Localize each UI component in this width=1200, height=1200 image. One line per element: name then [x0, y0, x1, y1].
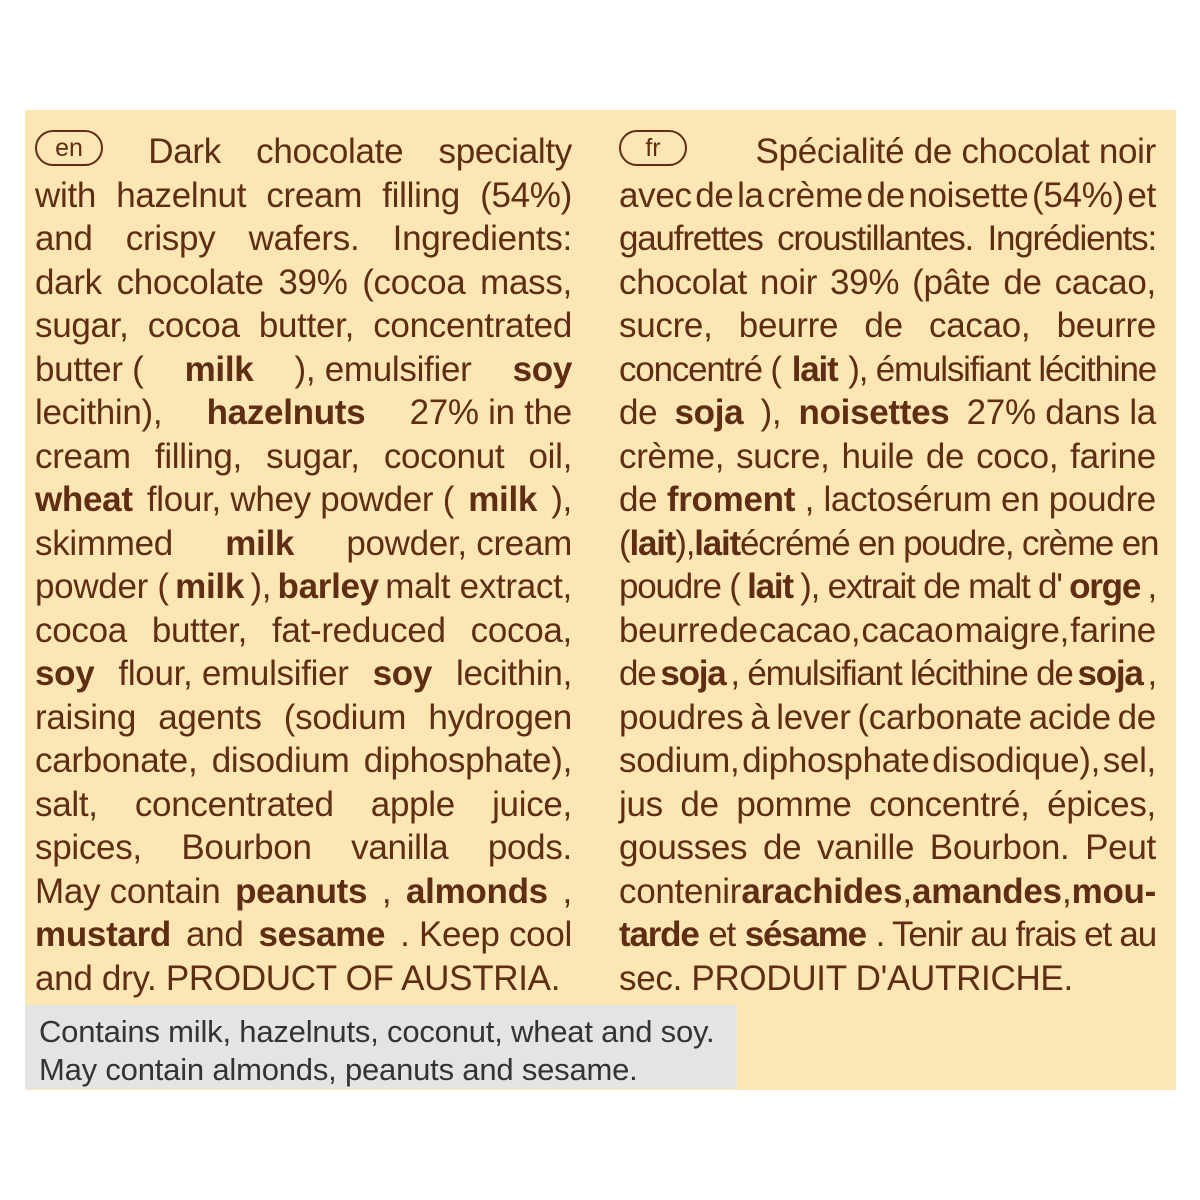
ingredient-line [619, 391, 1156, 435]
ingredient-text: flour, emulsifier [118, 654, 349, 693]
ingredient-text: , [1061, 871, 1072, 911]
ingredient-line [619, 261, 1156, 305]
ingredient-text: avec de la crème de noisette (54%) et [619, 175, 1156, 215]
allergen-bold-text: lait [747, 567, 793, 606]
ingredient-text: gousses de vanille Bourbon. Peut [619, 828, 1156, 867]
ingredient-text: ), [675, 523, 695, 563]
ingredient-text: . Tenir au frais et au [875, 915, 1156, 954]
ingredient-text: , [902, 871, 912, 911]
ingredient-line [619, 478, 1156, 522]
ingredient-text: sodium, diphosphate disodique), sel, [619, 741, 1156, 780]
allergen-bold-text: milk [225, 523, 295, 563]
allergen-bold-text: lait [694, 523, 741, 563]
ingredient-text: , lactosérum en poudre [804, 480, 1156, 519]
ingredient-text: powder ( [35, 567, 169, 606]
ingredient-text: ), [250, 567, 272, 606]
ingredient-line [619, 609, 1156, 653]
ingredient-line [619, 739, 1156, 783]
ingredient-text: Spécialité de chocolat noir [755, 132, 1156, 171]
language-badge: en [35, 130, 103, 166]
ingredient-text: , [1147, 567, 1156, 606]
ingredient-line [35, 130, 572, 174]
ingredient-text: sucre, beurre de cacao, beurre [619, 306, 1156, 345]
allergen-bold-text: lait [629, 523, 676, 563]
ingredient-text: , [381, 871, 392, 911]
ingredient-text: poudres à lever (carbonate acide de [619, 697, 1156, 737]
ingredient-text: , émulsifiant lécithine de [730, 654, 1073, 693]
ingredient-line [35, 783, 572, 827]
ingredients-panel [25, 110, 1176, 1090]
ingredient-text: de [619, 393, 658, 432]
allergen-bold-text: mou- [1071, 871, 1156, 911]
ingredient-text: specialty [438, 132, 572, 171]
ingredient-line [35, 435, 572, 479]
allergen-bold-text: lait [791, 349, 838, 389]
ingredient-text: de [619, 480, 658, 519]
allergen-bold-text: barley [277, 567, 379, 606]
ingredient-line [619, 913, 1156, 957]
ingredient-line [35, 174, 572, 218]
ingredient-line [619, 130, 1156, 174]
allergen-bold-text: almonds [406, 871, 548, 911]
ingredient-text: concentré ( [619, 349, 781, 389]
ingredient-text: ), extrait de malt d' [800, 567, 1062, 606]
ingredient-line [35, 304, 572, 348]
allergen-bold-text: amandes [912, 871, 1062, 911]
english-ingredients-column [35, 130, 572, 1000]
ingredient-text: malt extract, [385, 567, 572, 606]
french-ingredients-column [619, 130, 1159, 1000]
ingredient-text: crème, sucre, huile de coco, farine [619, 436, 1156, 476]
ingredient-text: raising agents (sodium hydrogen [35, 697, 572, 737]
ingredient-text: cream filling, sugar, coconut oil, [35, 436, 572, 476]
ingredient-line [619, 565, 1156, 609]
language-badge: fr [619, 130, 687, 166]
ingredient-text: beurre de cacao, cacao maigre, farine [619, 610, 1156, 650]
ingredient-text: salt, concentrated apple juice, [35, 784, 572, 824]
ingredient-line [35, 261, 572, 305]
ingredient-text: cocoa butter, fat-reduced cocoa, [35, 610, 572, 650]
allergen-bold-text: soja [674, 393, 744, 432]
ingredient-line [35, 391, 572, 435]
ingredient-text: ), [551, 480, 572, 519]
ingredient-text: chocolat noir 39% (pâte de cacao, [619, 262, 1156, 302]
allergen-bold-text: peanuts [235, 871, 368, 911]
ingredient-text: skimmed [35, 523, 173, 563]
ingredient-text: ), [760, 393, 782, 432]
allergen-bold-text: soja [1077, 654, 1143, 693]
ingredient-text: Dark [148, 132, 221, 171]
ingredient-text: . Keep cool [400, 915, 572, 954]
ingredient-line [35, 609, 572, 653]
ingredient-text: and crispy wafers. Ingredients: [35, 219, 572, 258]
ingredient-line [619, 652, 1156, 696]
allergen-bold-text: orge [1069, 567, 1141, 606]
allergen-bold-text: tarde [619, 915, 699, 954]
ingredient-text: 27% dans la [966, 393, 1156, 432]
ingredient-text: lecithin), [35, 393, 163, 432]
ingredient-text: butter ( [35, 349, 144, 389]
allergen-bold-text: soy [512, 349, 572, 389]
allergen-bold-text: froment [666, 480, 796, 519]
ingredient-line [619, 957, 1156, 1001]
ingredient-text: ), emulsifier [294, 349, 472, 389]
ingredient-text: jus de pomme concentré, épices, [619, 784, 1156, 824]
ingredient-text: écrémé en poudre, crème en [740, 523, 1159, 563]
ingredient-line [35, 217, 572, 261]
ingredient-line [35, 739, 572, 783]
ingredient-line [35, 348, 572, 392]
allergen-bold-text: mustard [35, 915, 171, 954]
allergen-may-contain-line: May contain almonds, peanuts and sesame. [39, 1052, 638, 1087]
ingredient-text: sugar, cocoa butter, concentrated [35, 306, 572, 345]
ingredient-text: lecithin, [456, 654, 572, 693]
ingredient-line [35, 522, 572, 566]
ingredient-line [619, 826, 1156, 870]
allergen-bold-text: soy [35, 654, 95, 693]
ingredient-text: gaufrettes croustillantes. Ingrédients: [619, 219, 1156, 258]
ingredient-line [619, 783, 1156, 827]
ingredient-line [619, 348, 1156, 392]
ingredient-line [35, 565, 572, 609]
ingredient-text: sec. PRODUIT D'AUTRICHE. [619, 958, 1073, 998]
ingredient-text: spices, Bourbon vanilla pods. [35, 828, 572, 867]
ingredient-line [619, 217, 1156, 261]
ingredient-line [35, 826, 572, 870]
ingredient-line [35, 478, 572, 522]
allergen-bold-text: soy [372, 654, 433, 693]
ingredient-text: et [708, 915, 736, 954]
allergen-bold-text: milk [468, 480, 538, 519]
ingredient-text: carbonate, disodium diphosphate), [35, 741, 572, 780]
allergen-bold-text: wheat [35, 480, 133, 519]
ingredient-text: flour, whey powder ( [146, 480, 455, 519]
ingredient-text: ( [619, 523, 630, 563]
ingredient-text: , [1147, 654, 1156, 693]
ingredient-text: de [619, 654, 656, 693]
ingredient-line [619, 304, 1156, 348]
ingredient-line [35, 913, 572, 957]
allergen-bold-text: soja [660, 654, 726, 693]
ingredient-line [619, 870, 1156, 914]
ingredient-text: dark chocolate 39% (cocoa mass, [35, 262, 572, 302]
ingredient-text: chocolate [256, 132, 404, 171]
allergen-bold-text: hazelnuts [206, 393, 366, 432]
ingredient-text: with hazelnut cream filling (54%) [35, 175, 572, 215]
ingredient-text: powder, cream [346, 523, 572, 563]
ingredient-line [35, 652, 572, 696]
ingredient-line [35, 870, 572, 914]
allergen-bold-text: arachides [741, 871, 903, 911]
allergen-statement-box [25, 1005, 737, 1089]
ingredient-text: contenir [619, 871, 742, 911]
ingredient-line [619, 174, 1156, 218]
ingredient-text: May contain [35, 871, 221, 911]
ingredient-line [619, 435, 1156, 479]
ingredient-text: 27% in the [409, 393, 572, 432]
ingredient-line [35, 696, 572, 740]
allergen-bold-text: sésame [744, 915, 866, 954]
ingredient-text: poudre ( [619, 567, 740, 606]
allergen-bold-text: sesame [258, 915, 386, 954]
ingredient-text: and [186, 915, 244, 954]
allergen-bold-text: noisettes [798, 393, 950, 432]
ingredient-line [35, 957, 572, 1001]
ingredient-text: , [562, 871, 572, 911]
allergen-bold-text: milk [184, 349, 254, 389]
allergen-bold-text: milk [175, 567, 244, 606]
ingredient-line [619, 696, 1156, 740]
allergen-contains-line: Contains milk, hazelnuts, coconut, wheat and soy. [39, 1014, 715, 1049]
ingredient-line [619, 522, 1159, 566]
ingredient-text: ), émulsifiant lécithine [848, 349, 1156, 389]
ingredient-text: and dry. PRODUCT OF AUSTRIA. [35, 958, 561, 998]
